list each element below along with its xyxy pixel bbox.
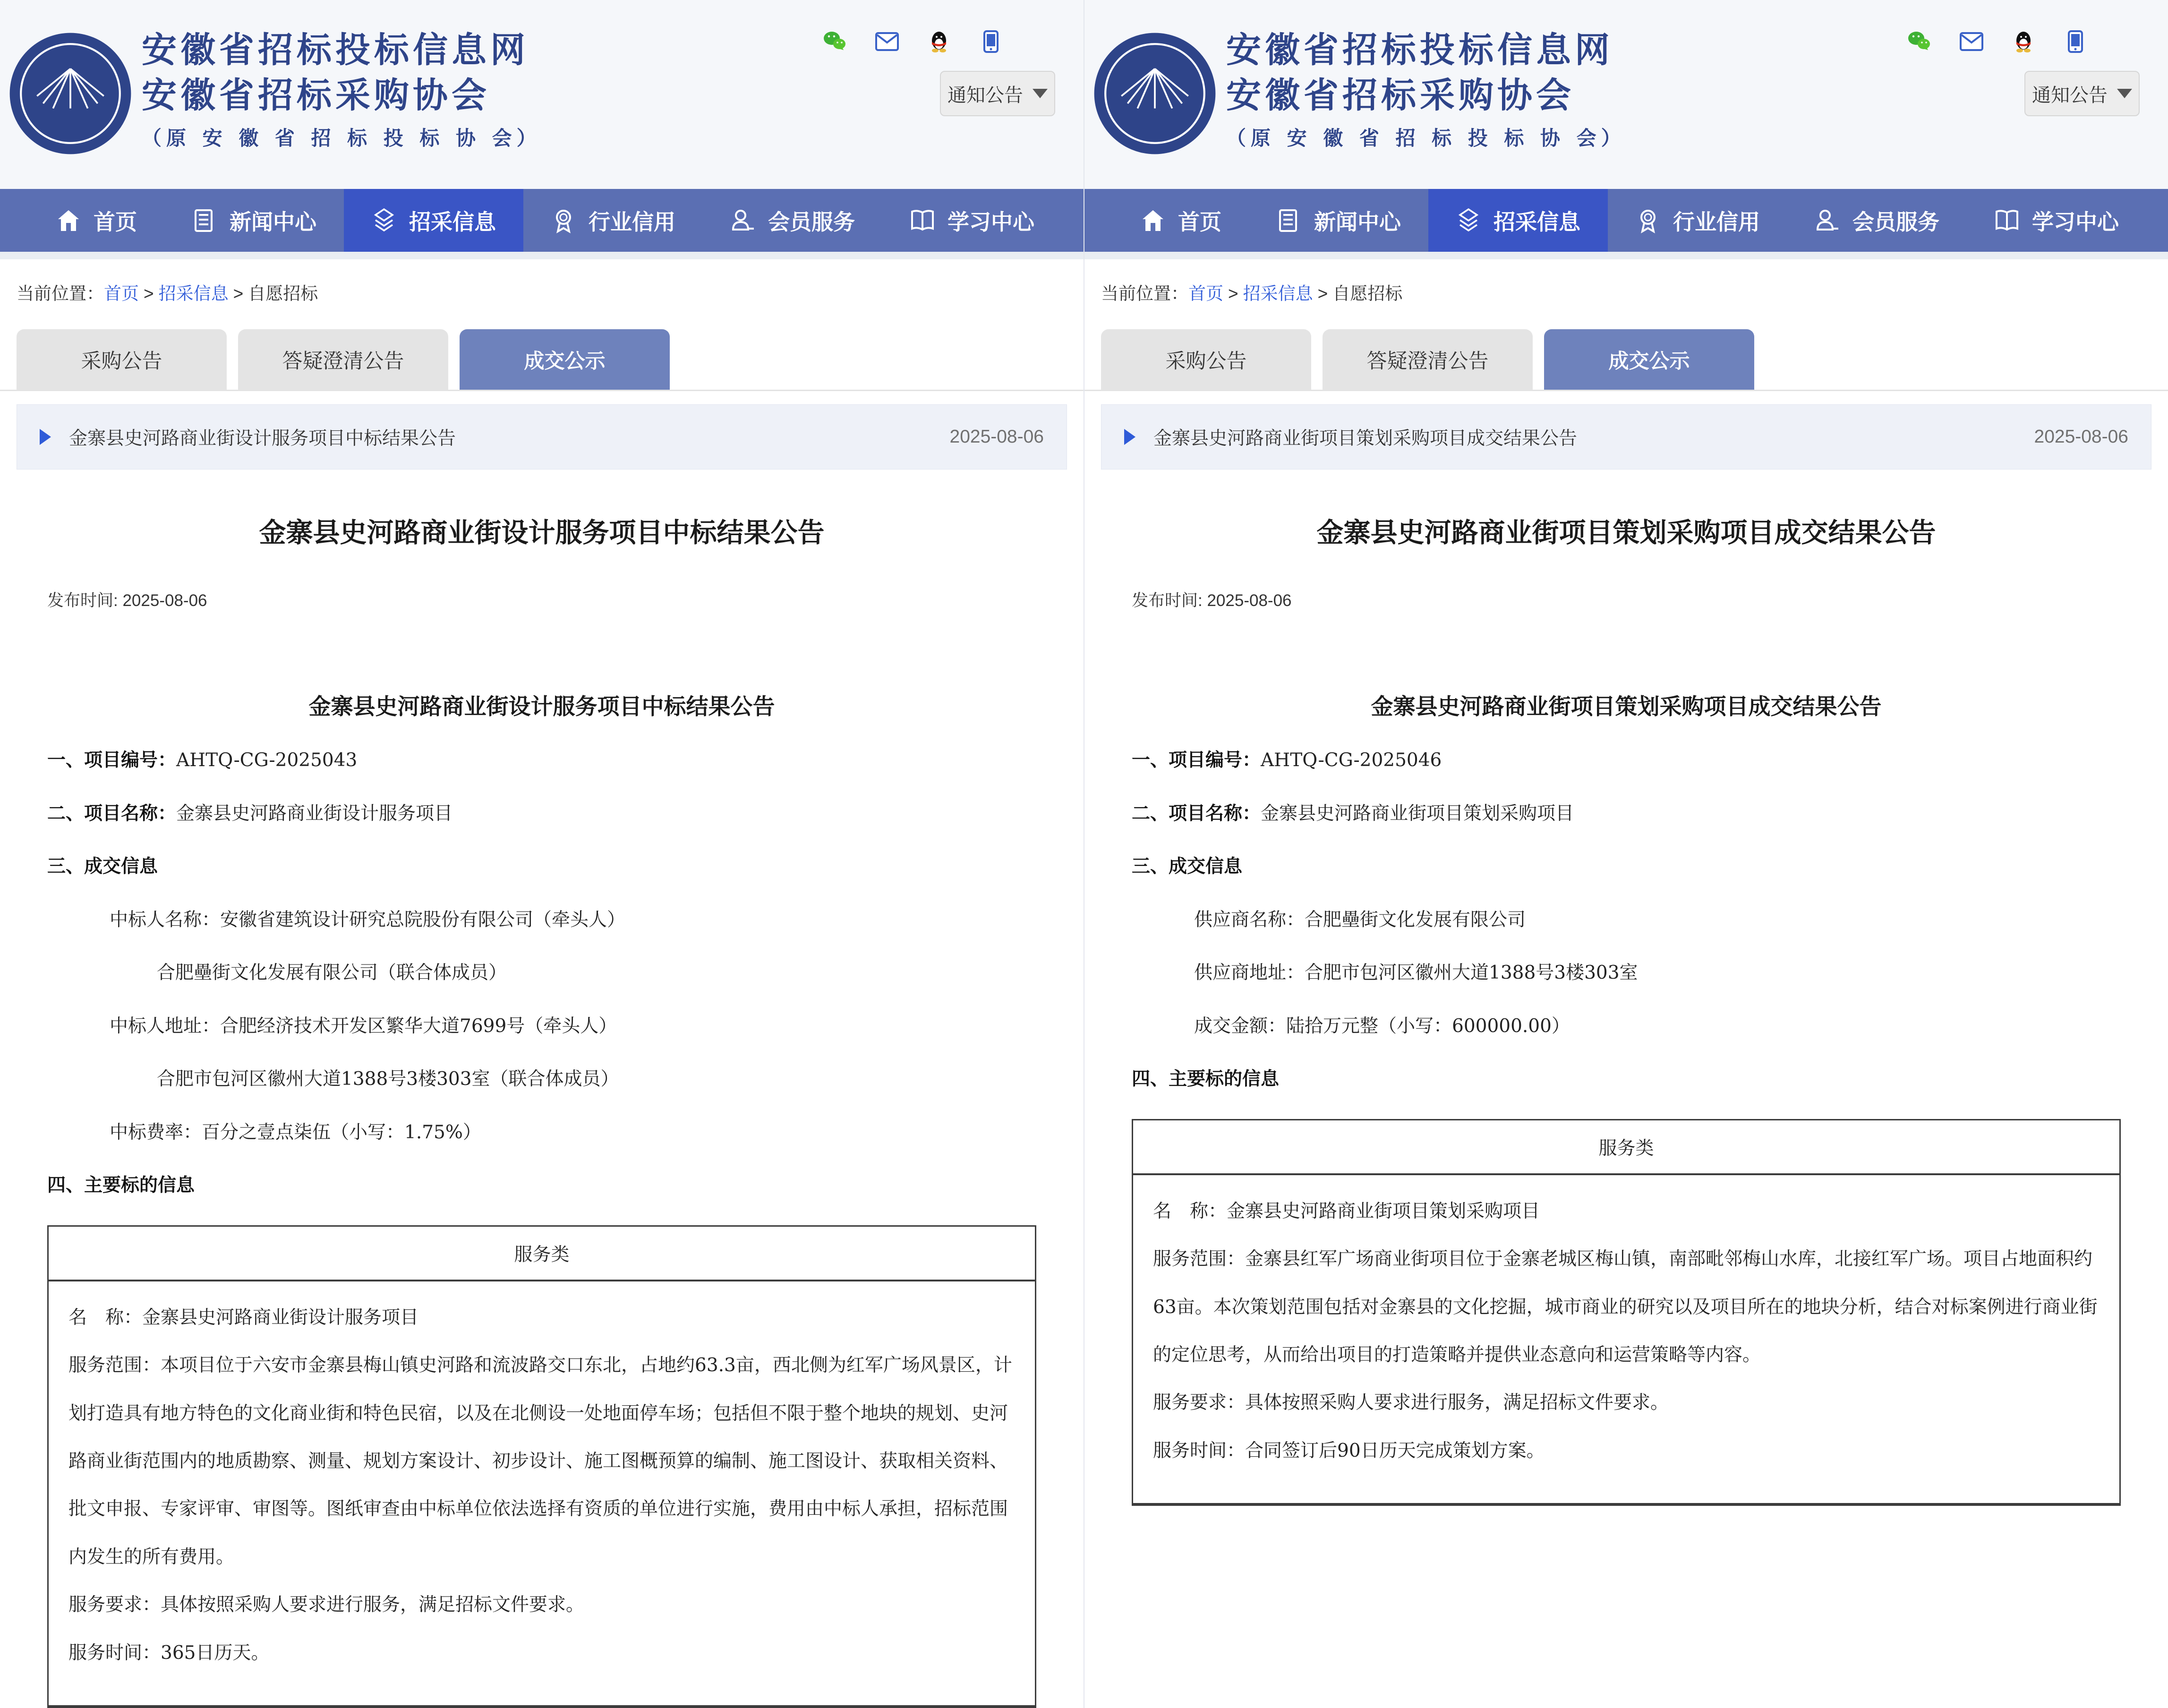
article-line-text: 合肥市包河区徽州大道1388号3楼303室（联合体成员）: [157, 1068, 619, 1090]
breadcrumb-separator: >: [1317, 284, 1328, 303]
article-line: [1132, 907, 2121, 934]
tab-bar: [17, 329, 1084, 390]
learning-center-icon: [1994, 208, 2020, 233]
site-title-block: [1226, 27, 1626, 151]
article-line: [1132, 801, 2121, 828]
breadcrumb: [1101, 279, 2168, 305]
article-line-label: 二、项目名称：: [1132, 803, 1261, 824]
announcement-list-item[interactable]: [17, 404, 1067, 470]
tab-clarification-notice[interactable]: 答疑澄清公告: [238, 329, 448, 390]
table-row: 服务要求：具体按照采购人要求进行服务，满足招标文件要求。: [1153, 1392, 1669, 1414]
qq-icon[interactable]: [2011, 29, 2036, 54]
article-line: [1132, 1013, 2121, 1040]
article-line: [47, 747, 1036, 774]
mail-icon[interactable]: [875, 29, 899, 54]
bid-info-table: [1132, 1119, 2121, 1506]
notice-dropdown[interactable]: [2024, 71, 2140, 116]
publish-time-date: 2025-08-06: [122, 591, 207, 610]
table-row: 服务范围：本项目位于六安市金寨县梅山镇史河路和流波路交口东北，占地约63.3亩，西北侧为红军广场风景区，计划打造具有地方特色的文化商业街和特色民宿，以及在北侧设一处地面停车场；包括但不限于整个地块的规划、史河路商业街范围内的地质勘察、测量、规划方案设计、初步设计、施工图概预算的编制、施工图设计、获取相关资料、批文申报、专家评审、审图等。图纸审查由中标单位依法选择有资质的单位进行实施，费用由中标人承担，招标范围内发生的所有费用。: [68, 1355, 1012, 1568]
main-nav: [1084, 189, 2168, 252]
site-title-line3: （原 安 徽 省 招 标 投 标 协 会）: [142, 127, 541, 150]
mobile-icon[interactable]: [2063, 29, 2088, 54]
news-icon: [1276, 208, 1302, 233]
article-line-text: 金寨县史河路商业街设计服务项目: [176, 803, 453, 824]
breadcrumb-link-home[interactable]: 首页: [104, 284, 139, 303]
list-item-title: 金寨县史河路商业街项目策划采购项目成交结果公告: [1153, 428, 1578, 449]
article-line-text: 合肥壘街文化发展有限公司（联合体成员）: [157, 962, 507, 984]
nav-label: 行业信用: [1673, 209, 1760, 234]
qq-icon[interactable]: [927, 29, 951, 54]
breadcrumb-link-bidding-info[interactable]: 招采信息: [1243, 284, 1313, 303]
nav-item-bidding-info[interactable]: [344, 189, 523, 252]
article-line-label: 一、项目编号：: [1132, 750, 1261, 770]
site-logo: [1093, 23, 1217, 164]
wechat-icon[interactable]: [823, 29, 847, 54]
site-title-line1: 安徽省招标投标信息网: [1226, 30, 1613, 70]
nav-item-learning-center[interactable]: [1967, 189, 2146, 252]
nav-label: 学习中心: [947, 209, 1034, 234]
breadcrumb-label: 当前位置：: [1101, 284, 1188, 303]
article-line: [1132, 960, 2121, 987]
nav-item-home[interactable]: [1113, 189, 1249, 252]
nav-label: 招采信息: [409, 209, 496, 234]
breadcrumb-separator: >: [1228, 284, 1238, 303]
article-lines: [47, 747, 1036, 1199]
article-line: [47, 854, 1036, 880]
table-header-service-class: 服务类: [49, 1227, 1035, 1281]
list-item-title: 金寨县史河路商业街设计服务项目中标结果公告: [69, 428, 456, 449]
publish-time-label: 发布时间:: [47, 591, 118, 610]
site-header: [0, 0, 1084, 189]
article-line: [1132, 854, 2121, 880]
nav-label: 首页: [1178, 209, 1221, 234]
article-line-text: 中标人地址：合肥经济技术开发区繁华大道7699号（牵头人）: [110, 1015, 617, 1037]
home-icon: [1140, 208, 1166, 233]
table-row: 名 称：金寨县史河路商业街项目策划采购项目: [1153, 1200, 1540, 1222]
publish-time-label: 发布时间:: [1132, 591, 1203, 610]
learning-center-icon: [910, 208, 935, 233]
page-right: [1084, 0, 2168, 1708]
main-nav: [0, 189, 1084, 252]
article-line-text: 中标人名称：安徽省建筑设计研究总院股份有限公司（牵头人）: [110, 909, 626, 931]
notice-dropdown-value: 通知公告: [2032, 85, 2108, 106]
article-line: [47, 907, 1036, 934]
article-line: [47, 1119, 1036, 1146]
article-line: [47, 960, 1036, 987]
article-line: [47, 1013, 1036, 1040]
nav-label: 会员服务: [768, 209, 855, 234]
article-title: 金寨县史河路商业街设计服务项目中标结果公告: [259, 518, 825, 548]
article-line-label: 四、主要标的信息: [1132, 1069, 1280, 1090]
article-inner-title: 金寨县史河路商业街设计服务项目中标结果公告: [308, 694, 775, 720]
site-title-block: [142, 27, 541, 151]
article-line-label: 三、成交信息: [47, 856, 158, 877]
article-inner-title: 金寨县史河路商业街项目策划采购项目成交结果公告: [1371, 694, 1882, 720]
nav-item-home[interactable]: [28, 189, 164, 252]
bidding-info-icon: [371, 208, 397, 233]
site-title-line3: （原 安 徽 省 招 标 投 标 协 会）: [1226, 127, 1626, 150]
breadcrumb-separator: >: [144, 284, 154, 303]
article-line-text: AHTQ-CG-2025046: [1261, 750, 1442, 771]
announcement-list-item[interactable]: [1101, 404, 2151, 470]
notice-dropdown[interactable]: [940, 71, 1055, 116]
nav-label: 会员服务: [1852, 209, 1939, 234]
nav-bottom-strip: [0, 252, 1084, 259]
nav-label: 招采信息: [1494, 209, 1580, 234]
breadcrumb-separator: >: [233, 284, 244, 303]
article-line: [47, 1172, 1036, 1199]
mobile-icon[interactable]: [979, 29, 1003, 54]
site-title-line1: 安徽省招标投标信息网: [142, 30, 529, 70]
chevron-down-icon: [2117, 89, 2132, 98]
header-social-icons: [1907, 29, 2088, 54]
home-icon: [56, 208, 81, 233]
bidding-info-icon: [1456, 208, 1481, 233]
article-line: [1132, 747, 2121, 774]
site-logo: [9, 23, 132, 164]
article-line-text: 供应商地址：合肥市包河区徽州大道1388号3楼303室: [1194, 962, 1638, 984]
breadcrumb-label: 当前位置：: [17, 284, 104, 303]
article-line-label: 三、成交信息: [1132, 856, 1243, 877]
tab-deal-announcement[interactable]: 成交公示: [1544, 329, 1754, 390]
breadcrumb: [17, 279, 1084, 305]
tab-clarification-notice[interactable]: 答疑澄清公告: [1323, 329, 1533, 390]
breadcrumb-current: 自愿招标: [248, 284, 318, 303]
tab-deal-announcement[interactable]: 成交公示: [460, 329, 670, 390]
table-row: 服务时间：365日历天。: [68, 1642, 270, 1664]
nav-item-member-service[interactable]: [703, 189, 882, 252]
notice-dropdown-value: 通知公告: [947, 85, 1023, 106]
nav-item-industry-credit[interactable]: [1608, 189, 1787, 252]
chevron-down-icon: [1033, 89, 1048, 98]
nav-label: 行业信用: [589, 209, 675, 234]
table-row: 服务范围：金寨县红军广场商业街项目位于金寨老城区梅山镇，南部毗邻梅山水库，北接红军广场。项目占地面积约63亩。本次策划范围包括对金寨县的文化挖掘，城市商业的研究以及项目所在的地块分析，结合对标案例进行商业街的定位思考，从而给出项目的打造策略并提供业态意向和运营策略等内容。: [1153, 1248, 2098, 1366]
article-title: 金寨县史河路商业街项目策划采购项目成交结果公告: [1316, 518, 1936, 548]
content-panel: [1084, 391, 2168, 1506]
breadcrumb-link-home[interactable]: 首页: [1188, 284, 1223, 303]
tab-procurement-notice[interactable]: 采购公告: [1101, 329, 1311, 390]
nav-item-news[interactable]: [164, 189, 344, 252]
site-title-line2: 安徽省招标采购协会: [1226, 75, 1575, 116]
nav-item-news[interactable]: [1249, 189, 1428, 252]
news-icon: [192, 208, 217, 233]
nav-bottom-strip: [1084, 252, 2168, 259]
mail-icon[interactable]: [1959, 29, 1984, 54]
nav-label: 首页: [94, 209, 137, 234]
table-row: 名 称：金寨县史河路商业街设计服务项目: [68, 1307, 419, 1328]
tab-procurement-notice[interactable]: 采购公告: [17, 329, 227, 390]
article-line: [47, 1066, 1036, 1093]
table-body: [1133, 1175, 2119, 1503]
tab-bar: [1101, 329, 2168, 390]
article-line-label: 一、项目编号：: [47, 750, 177, 770]
list-arrow-icon: [40, 429, 51, 445]
industry-credit-icon: [551, 208, 576, 233]
publish-time: [1132, 588, 2121, 611]
article: [1101, 511, 2151, 1506]
table-row: 服务要求：具体按照采购人要求进行服务，满足招标文件要求。: [68, 1594, 585, 1616]
nav-label: 新闻中心: [1314, 209, 1401, 234]
article-line: [47, 801, 1036, 828]
content-panel: [0, 391, 1084, 1708]
article-line-text: AHTQ-CG-2025043: [176, 750, 358, 771]
article-line-label: 二、项目名称：: [47, 803, 177, 824]
publish-time: [47, 588, 1036, 611]
nav-label: 新闻中心: [230, 209, 316, 234]
article-line-text: 供应商名称：合肥壘街文化发展有限公司: [1194, 909, 1526, 931]
table-body: [49, 1281, 1035, 1705]
header-social-icons: [823, 29, 1003, 54]
nav-item-member-service[interactable]: [1787, 189, 1967, 252]
site-title-line2: 安徽省招标采购协会: [142, 75, 490, 116]
article-line: [1132, 1066, 2121, 1093]
wechat-icon[interactable]: [1907, 29, 1932, 54]
table-row: 服务时间：合同签订后90日历天完成策划方案。: [1153, 1440, 1545, 1461]
list-item-date: 2025-08-06: [2034, 427, 2128, 447]
publish-time-date: 2025-08-06: [1207, 591, 1292, 610]
site-header: [1084, 0, 2168, 189]
list-item-date: 2025-08-06: [949, 427, 1044, 447]
nav-label: 学习中心: [2032, 209, 2119, 234]
article-line-label: 四、主要标的信息: [47, 1175, 195, 1196]
list-arrow-icon: [1124, 429, 1135, 445]
member-service-icon: [730, 208, 756, 233]
nav-item-learning-center[interactable]: [882, 189, 1062, 252]
table-header-service-class: 服务类: [1133, 1120, 2119, 1175]
article: [17, 511, 1067, 1708]
nav-item-industry-credit[interactable]: [523, 189, 703, 252]
article-lines: [1132, 747, 2121, 1093]
industry-credit-icon: [1635, 208, 1661, 233]
member-service-icon: [1815, 208, 1840, 233]
nav-item-bidding-info[interactable]: [1428, 189, 1608, 252]
bid-info-table: [47, 1225, 1036, 1708]
breadcrumb-link-bidding-info[interactable]: 招采信息: [158, 284, 229, 303]
article-line-text: 中标费率：百分之壹点柒伍（小写：1.75%）: [110, 1121, 481, 1143]
article-line-text: 成交金额：陆拾万元整（小写：600000.00）: [1194, 1015, 1570, 1037]
breadcrumb-current: 自愿招标: [1332, 284, 1403, 303]
article-line-text: 金寨县史河路商业街项目策划采购项目: [1261, 803, 1574, 824]
